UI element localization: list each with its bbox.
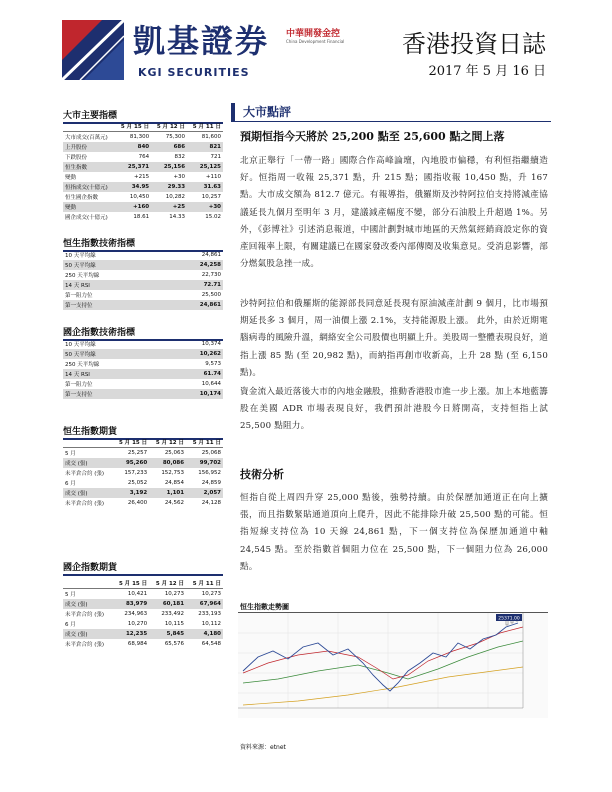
table-cell: +110 xyxy=(205,174,221,180)
table-cell: 10,374 xyxy=(201,341,221,347)
column-header: 5 月 15 日 xyxy=(112,578,149,589)
table-row xyxy=(63,290,223,300)
table-cell: 26,400 xyxy=(127,500,148,506)
table-cell: 10,421 xyxy=(127,591,148,597)
table-cell: 24,861 xyxy=(159,300,223,310)
table-cell: 64,548 xyxy=(201,641,221,647)
technical-analysis-paragraph: 恒指自從上周四升穿 25,000 點後，強勢持續。由於保歷加通道正在向上擴張，而且指數緊貼通道頂向上爬升，因此不能排除升破 25,500 點的可能。恒指短線支持位為 10 天線 24,861 點，下一個支持位為保歷加通道中軸 24,545 點。至於指數首個阻力位在 25,500 點，下一個阻力位為 26,000 點。 xyxy=(240,493,548,572)
row-label: 恒生國企指數 xyxy=(65,195,99,201)
row-label: 10 天平均線 xyxy=(65,342,96,348)
row-label: 變動 xyxy=(65,175,77,181)
table-header-row xyxy=(63,578,223,589)
row-label: 上升股份 xyxy=(63,142,115,152)
column-header: 5 月 15 日 xyxy=(115,121,151,132)
table-cell: 10,257 xyxy=(201,194,221,200)
table-row xyxy=(63,132,223,143)
partner-logo-text: 中華開發金控 xyxy=(286,29,341,39)
table-cell: 152,753 xyxy=(161,470,185,476)
hscei-technical-table xyxy=(63,339,223,399)
table-cell: 95,260 xyxy=(112,458,149,468)
table-row xyxy=(63,629,223,639)
table-cell: 25,068 xyxy=(201,450,221,456)
table-row xyxy=(63,639,223,649)
table-row xyxy=(63,589,223,600)
report-title: 香港投資日誌 xyxy=(402,30,546,58)
table-cell: 10,115 xyxy=(164,621,185,627)
row-label: 250 天平均線 xyxy=(65,362,100,368)
hscei-technical-title: 國企指數技術指標 xyxy=(63,325,223,341)
row-label: 14 天 RSI xyxy=(63,280,159,290)
report-date: 2017 年 5 月 16 日 xyxy=(428,64,546,79)
table-cell: 24,861 xyxy=(201,252,221,258)
table-cell: 24,859 xyxy=(201,480,221,486)
row-label: 成交 (張) xyxy=(63,599,112,609)
brand-name: 凱基證券 xyxy=(133,22,270,60)
row-label: 6 月 xyxy=(65,481,76,487)
row-label: 成交 (張) xyxy=(63,629,112,639)
row-label: 下跌股份 xyxy=(65,155,88,161)
table-cell: 24,854 xyxy=(164,480,185,486)
table-cell: 10,270 xyxy=(127,621,148,627)
table-cell: 1,101 xyxy=(149,488,186,498)
table-cell: 25,156 xyxy=(151,162,187,172)
row-label: 未平倉合約 (張) xyxy=(65,501,105,507)
hsi-futures-table xyxy=(63,437,223,508)
table-cell: 25,371 xyxy=(115,162,151,172)
table-header-row xyxy=(63,437,223,448)
table-row xyxy=(63,468,223,478)
table-row xyxy=(63,182,223,192)
row-label: 恒指成交(十億元) xyxy=(63,182,115,192)
row-label: 50 天平均線 xyxy=(63,260,159,270)
table-cell: 65,576 xyxy=(164,641,185,647)
table-cell: 99,702 xyxy=(186,458,223,468)
table-row xyxy=(63,478,223,488)
table-row xyxy=(63,448,223,459)
table-cell: 10,174 xyxy=(159,389,223,399)
table-cell: 61.74 xyxy=(159,369,223,379)
chart-title: 恒生指數走勢圖 xyxy=(240,603,289,611)
partner-logo-subtext: China Development Financial xyxy=(286,39,345,44)
row-label: 6 月 xyxy=(65,622,76,628)
table-cell: +25 xyxy=(151,202,187,212)
table-cell: 10,450 xyxy=(129,194,150,200)
market-commentary-header xyxy=(231,103,551,122)
table-cell: 75,300 xyxy=(165,134,186,140)
table-row xyxy=(63,280,223,290)
table-cell: 25,063 xyxy=(164,450,185,456)
table-cell: 234,963 xyxy=(124,611,148,617)
row-label: 第一支持位 xyxy=(63,389,159,399)
hsi-futures-title: 恒生指數期貨 xyxy=(63,424,223,440)
commentary-paragraph: 沙特阿拉伯和俄羅斯的能源部長同意延長現有原油減產計劃 9 個月，比市場預期延長多 3 個月，周一油價上漲 2.1%，支持能源股上漲。 此外，由於近期電腦病毒的風險升溫，網絡安全公司股價也明顯上升。美股周一整體表現良好，道指上漲 85 點 (至 20,982 點)，而納指再創市收新高，上升 28 點 (至 6,150 點)。 xyxy=(240,299,548,378)
hscei-futures-title: 國企指數期貨 xyxy=(63,560,223,576)
row-label: 未平倉合約 (張) xyxy=(65,642,105,648)
table-row xyxy=(63,172,223,182)
row-label: 10 天平均線 xyxy=(65,253,96,259)
column-header: 5 月 12 日 xyxy=(149,578,186,589)
table-row xyxy=(63,349,223,359)
table-cell: 3,192 xyxy=(112,488,149,498)
table-cell: 31.63 xyxy=(187,182,223,192)
column-header: 5 月 11 日 xyxy=(186,437,223,448)
table-cell: 764 xyxy=(138,154,150,160)
row-label: 國企成交(十億元) xyxy=(65,215,108,221)
column-header: 5 月 12 日 xyxy=(149,437,186,448)
table-cell: 233,193 xyxy=(198,611,221,617)
table-cell: 67,964 xyxy=(186,599,223,609)
table-cell: 80,086 xyxy=(149,458,186,468)
table-cell: 9,573 xyxy=(205,361,221,367)
table-row xyxy=(63,488,223,498)
table-cell: 25,125 xyxy=(187,162,223,172)
table-row xyxy=(63,369,223,379)
table-cell: 68,984 xyxy=(127,641,148,647)
table-row xyxy=(63,389,223,399)
table-cell: 18.61 xyxy=(133,214,150,220)
row-label: 第一阻力位 xyxy=(65,382,93,388)
table-row xyxy=(63,192,223,202)
table-cell: 24,562 xyxy=(164,500,185,506)
table-cell: 14.33 xyxy=(169,214,186,220)
row-label: 大市成交(百萬元) xyxy=(65,135,108,141)
table-header-row xyxy=(63,121,223,132)
table-cell: 25,257 xyxy=(127,450,148,456)
row-label: 250 天平均線 xyxy=(65,273,100,279)
table-cell: 2,057 xyxy=(186,488,223,498)
table-cell: 24,258 xyxy=(159,260,223,270)
data-source: 資料來源：etnet xyxy=(240,744,286,751)
table-row xyxy=(63,599,223,609)
hsi-technical-table xyxy=(63,250,223,310)
table-cell: 10,282 xyxy=(165,194,186,200)
hsi-candlestick-chart-image xyxy=(238,612,548,718)
table-row xyxy=(63,339,223,349)
row-label: 14 天 RSI xyxy=(63,369,159,379)
table-cell: 81,300 xyxy=(129,134,150,140)
table-cell: 12,235 xyxy=(112,629,149,639)
table-row xyxy=(63,260,223,270)
table-row xyxy=(63,458,223,468)
row-label: 5 月 xyxy=(65,451,76,457)
table-cell: 25,052 xyxy=(127,480,148,486)
table-row xyxy=(63,152,223,162)
market-indicators-table xyxy=(63,121,223,222)
table-cell: 81,600 xyxy=(201,134,221,140)
table-cell: 832 xyxy=(174,154,186,160)
column-header: 5 月 15 日 xyxy=(112,437,149,448)
table-cell: 24,128 xyxy=(201,500,221,506)
row-label: 成交 (張) xyxy=(63,458,112,468)
table-cell: 10,112 xyxy=(201,621,221,627)
table-cell: 10,644 xyxy=(201,381,221,387)
table-row xyxy=(63,359,223,369)
hscei-futures-table xyxy=(63,578,223,649)
commentary-headline: 預期恒指今天將於 25,200 點至 25,600 點之間上落 xyxy=(240,130,505,143)
row-label: 恒生指數 xyxy=(63,162,115,172)
table-row xyxy=(63,270,223,280)
row-label: 第一支持位 xyxy=(63,300,159,310)
chart-price-label: 25371.00 xyxy=(498,616,520,622)
table-cell: 15.02 xyxy=(205,214,221,220)
table-row xyxy=(63,162,223,172)
brand-name-english: KGI SECURITIES xyxy=(138,66,250,79)
table-row xyxy=(63,142,223,152)
table-cell: +30 xyxy=(187,202,223,212)
table-cell: 156,952 xyxy=(198,470,221,476)
table-cell: 10,262 xyxy=(159,349,223,359)
table-cell: +215 xyxy=(134,174,150,180)
table-row xyxy=(63,609,223,619)
table-cell: 10,273 xyxy=(201,591,221,597)
table-cell: 233,492 xyxy=(161,611,185,617)
kgi-logo-icon xyxy=(62,20,124,80)
table-cell: 34.95 xyxy=(115,182,151,192)
row-label: 未平倉合約 (張) xyxy=(65,471,105,477)
table-row xyxy=(63,250,223,260)
table-row xyxy=(63,300,223,310)
table-cell: 25,500 xyxy=(201,292,221,298)
row-label: 第一阻力位 xyxy=(65,293,93,299)
table-cell: +160 xyxy=(115,202,151,212)
table-row xyxy=(63,619,223,629)
table-cell: 10,273 xyxy=(164,591,185,597)
row-label: 成交 (張) xyxy=(63,488,112,498)
table-cell: 821 xyxy=(187,142,223,152)
commentary-paragraph: 資金流入最近落後大市的內地金融股，推動香港股市進一步上漲。加上本地藍籌股在美國 ADR 市場表現良好，我們預計港股今日將開高，支持恒指上試 25,500 點阻力。 xyxy=(240,387,548,432)
table-cell: +30 xyxy=(173,174,186,180)
technical-analysis-title: 技術分析 xyxy=(240,468,284,481)
table-cell: 686 xyxy=(151,142,187,152)
section-title: 大市點評 xyxy=(243,105,292,119)
column-header: 5 月 11 日 xyxy=(186,578,223,589)
table-cell: 83,979 xyxy=(112,599,149,609)
table-cell: 5,845 xyxy=(149,629,186,639)
market-indicators-title: 大市主要指標 xyxy=(63,108,223,124)
column-header: 5 月 12 日 xyxy=(151,121,187,132)
table-row xyxy=(63,379,223,389)
table-cell: 60,181 xyxy=(149,599,186,609)
hsi-technical-title: 恒生指數技術指標 xyxy=(63,236,223,252)
row-label: 未平倉合約 (張) xyxy=(65,612,105,618)
table-cell: 721 xyxy=(210,154,221,160)
table-cell: 157,233 xyxy=(124,470,148,476)
row-label: 5 月 xyxy=(65,592,76,598)
row-label: 50 天平均線 xyxy=(63,349,159,359)
table-row xyxy=(63,212,223,222)
table-row xyxy=(63,498,223,508)
table-cell: 840 xyxy=(115,142,151,152)
commentary-paragraph: 北京正舉行「一帶一路」國際合作高峰論壇，內地股市偏穩，有利恒指繼續造好。恒指周一收報 25,371 點，升 215 點；國指收報 10,450 點，升 167 點。大市成交額為 812.7 億元。有報導指，俄羅斯及沙特阿拉伯支持將減產協議延長九個月至明年 3 月，建議減產幅度不變，部分石油股上升超過 1%。另外，《彭博社》引述消息報道，中國計劃對城市地區的天然氣經銷商設定你的資產回報率上限，有關建議已在國家發改委內部傳閱及收集意見。受消息影響，部分燃氣股急挫一成。 xyxy=(240,156,548,270)
row-label: 變動 xyxy=(63,202,115,212)
table-cell: 22,730 xyxy=(201,272,221,278)
table-cell: 4,180 xyxy=(186,629,223,639)
table-row xyxy=(63,202,223,212)
table-cell: 72.71 xyxy=(159,280,223,290)
table-cell: 29.33 xyxy=(151,182,187,192)
column-header: 5 月 11 日 xyxy=(187,121,223,132)
